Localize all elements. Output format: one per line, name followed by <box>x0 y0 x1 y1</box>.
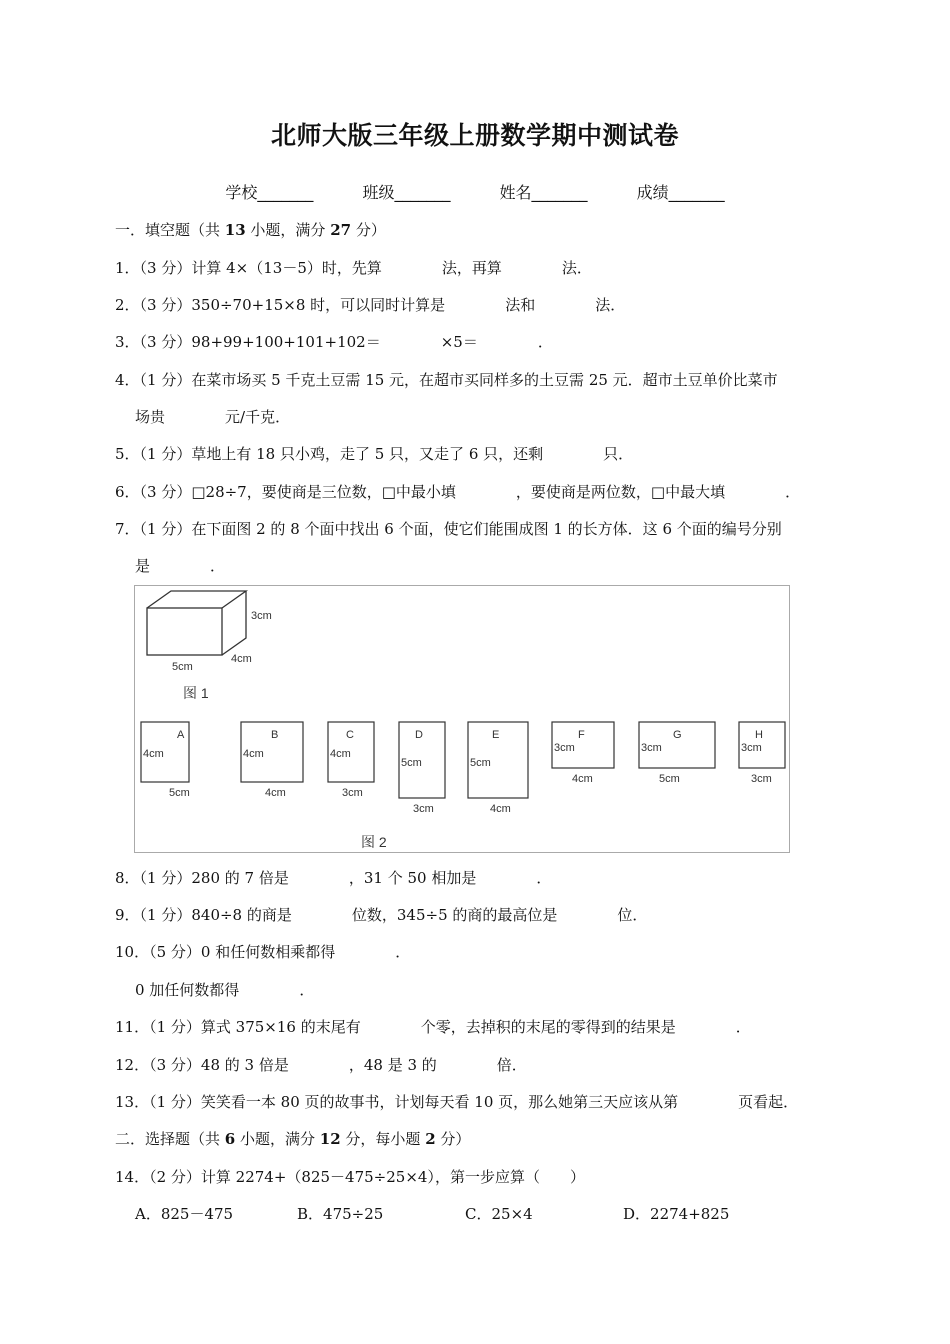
face-A-side: 4cm <box>143 748 164 760</box>
section-1-heading: 一．填空题（共 13 小题，满分 27 分） <box>115 221 386 239</box>
cuboid-width-label: 5cm <box>172 661 193 673</box>
question-8: 8．（1 分）280 的 7 倍是 ，31 个 50 相加是 ． <box>115 869 552 887</box>
question-11: 11．（1 分）算式 375×16 的末尾有 个零，去掉积的末尾的零得到的结果是 ． <box>115 1018 751 1036</box>
question-1: 1．（3 分）计算 4×（13－5）时，先算 法，再算 法． <box>115 259 592 277</box>
face-F-side: 3cm <box>554 742 575 754</box>
score-field: 成绩_______ <box>636 183 725 202</box>
face-B-name: B <box>271 729 279 741</box>
question-2: 2．（3 分）350÷70+15×8 时，可以同时计算是 法和 法． <box>115 296 626 314</box>
page-title: 北师大版三年级上册数学期中测试卷 <box>270 121 679 150</box>
face-C-side: 4cm <box>330 748 351 760</box>
face-E-bottom: 4cm <box>490 803 511 815</box>
question-6: 6．（3 分）□28÷7，要使商是三位数，□中最小填 ，要使商是两位数，□中最大填 ． <box>115 483 801 501</box>
class-field: 班级_______ <box>362 183 451 202</box>
face-C-bottom: 3cm <box>342 787 363 799</box>
question-14-options <box>135 1203 950 1224</box>
face-D-side: 5cm <box>401 757 422 769</box>
cuboid-height-label: 3cm <box>251 610 272 622</box>
face-A-bottom: 5cm <box>169 787 190 799</box>
figure-1-label: 图 1 <box>183 685 209 701</box>
question-12: 12．（3 分）48 的 3 倍是 ，48 是 3 的 倍． <box>115 1056 527 1074</box>
face-A-name: A <box>177 729 185 741</box>
question-10-cont: 0 加任何数都得 ． <box>135 981 315 999</box>
question-4: 4．（1 分）在菜市场买 5 千克土豆需 15 元，在超市买同样多的土豆需 25 元．超市土豆单价比菜市 <box>115 371 778 389</box>
question-7: 7．（1 分）在下面图 2 的 8 个面中找出 6 个面，使它们能围成图 1 的长方体．这 6 个面的编号分别 <box>115 520 782 538</box>
face-D-name: D <box>415 729 423 741</box>
face-H-bottom: 3cm <box>751 773 772 785</box>
face-F-name: F <box>578 729 585 741</box>
question-10: 10．（5 分）0 和任何数相乘都得 ． <box>115 943 411 961</box>
face-E-side: 5cm <box>470 757 491 769</box>
face-H-side: 3cm <box>741 742 762 754</box>
option-b[interactable]: B．475÷25 <box>297 1205 384 1223</box>
name-field: 姓名_______ <box>499 183 588 202</box>
question-7-cont: 是 ． <box>135 557 226 575</box>
option-c[interactable]: C．25×4 <box>465 1205 533 1223</box>
question-5: 5．（1 分）草地上有 18 只小鸡，走了 5 只，又走了 6 只，还剩 只． <box>115 445 634 463</box>
face-G-bottom: 5cm <box>659 773 680 785</box>
question-9: 9．（1 分）840÷8 的商是 位数，345÷5 的商的最高位是 位． <box>115 906 648 924</box>
face-H-name: H <box>755 729 763 741</box>
option-d[interactable]: D．2274+825 <box>623 1205 730 1223</box>
face-G-side: 3cm <box>641 742 662 754</box>
face-F-bottom: 4cm <box>572 773 593 785</box>
face-G-name: G <box>673 729 682 741</box>
question-3: 3．（3 分）98+99+100+101+102＝ ×5＝ ． <box>115 333 553 351</box>
question-4-cont: 场贵 元/千克． <box>135 408 291 426</box>
face-D-bottom: 3cm <box>413 803 434 815</box>
school-field: 学校_______ <box>225 183 314 202</box>
face-B-bottom: 4cm <box>265 787 286 799</box>
question-13: 13．（1 分）笑笑看一本 80 页的故事书，计划每天看 10 页，那么她第三天应该从第 页看起． <box>115 1093 799 1111</box>
face-E-name: E <box>492 729 500 741</box>
section-2-heading: 二．选择题（共 6 小题，满分 12 分，每小题 2 分） <box>115 1130 471 1148</box>
question-14: 14．（2 分）计算 2274+（825－475÷25×4），第一步应算（ ） <box>115 1168 585 1186</box>
cuboid-figure <box>134 585 790 853</box>
face-B-side: 4cm <box>243 748 264 760</box>
face-C-name: C <box>346 729 354 741</box>
figure-2-label: 图 2 <box>361 834 387 850</box>
cuboid-drawing <box>147 591 246 655</box>
cuboid-depth-label: 4cm <box>231 653 252 665</box>
student-info <box>0 180 950 203</box>
option-a[interactable]: A．825－475 <box>135 1205 234 1223</box>
